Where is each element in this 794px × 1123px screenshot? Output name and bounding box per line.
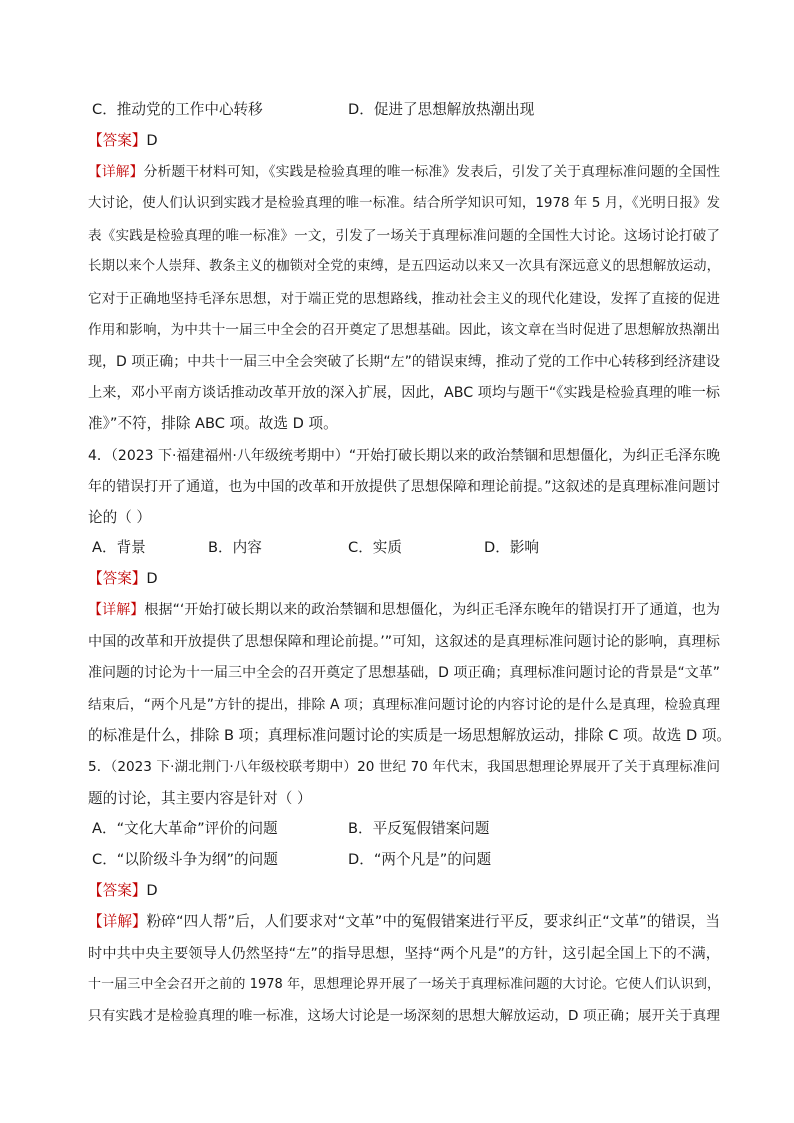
q5-answer bbox=[88, 881, 158, 901]
answer-value: D bbox=[146, 570, 158, 587]
q3-detail-line: 准》”不符，排除 ABC 项。故选 D 项。 bbox=[88, 415, 338, 432]
q5-stem-line: 5．（2023 下·湖北荆门·八年级校联考期中）20 世纪 70 年代末，我国思想理论界展开了关于真理标准问 bbox=[88, 759, 720, 775]
answer-label: 【答案】 bbox=[88, 570, 147, 587]
q3-detail-line: 长期以来个人崇拜、教条主义的枷锁对全党的束缚，是五四运动以来又一次具有深远意义的思想解放运动， bbox=[88, 259, 720, 274]
q3-answer bbox=[88, 131, 158, 151]
answer-value: D bbox=[146, 132, 158, 149]
q4-stem-line: 4．（2023 下·福建福州·八年级统考期中）“开始打破长期以来的政治禁锢和思想僵化，为纠正毛泽东晚 bbox=[88, 448, 721, 464]
q4-option-c: C．实质 bbox=[348, 539, 402, 556]
detail-label: 【详解】 bbox=[88, 602, 145, 618]
answer-value: D bbox=[146, 882, 158, 899]
q3-option-d: D．促进了思想解放热潮出现 bbox=[348, 101, 535, 118]
q3-detail-line: 它对于正确地坚持毛泽东思想，对于端正党的思想路线，推动社会主义的现代化建设，发挥了直接的促进 bbox=[88, 291, 720, 307]
q5-stem-line: 题的讨论，其主要内容是针对（ ） bbox=[88, 790, 312, 807]
q5-detail-line: 时中共中央主要领导人仍然坚持“左”的指导思想，坚持“两个凡是”的方针，这引起全国上下的不满， bbox=[88, 946, 720, 962]
q5-detail-line: 十一届三中全会召开之前的 1978 年，思想理论界开展了一场关于真理标准问题的大讨论。它使人们认识到， bbox=[88, 977, 720, 992]
q5-option-c: C．“以阶级斗争为纲”的问题 bbox=[92, 851, 278, 868]
q4-option-a: A．背景 bbox=[92, 539, 146, 556]
q5-option-b: B．平反冤假错案问题 bbox=[348, 820, 490, 837]
q4-detail-line: 的标准是什么，排除 B 项；真理标准问题讨论的实质是一场思想解放运动，排除 C 项。故选 D 项。 bbox=[88, 727, 732, 744]
answer-label: 【答案】 bbox=[88, 882, 147, 899]
q5-detail-line: 【详解】粉碎“四人帮”后，人们要求对“文革”中的冤假错案进行平反，要求纠正“文革”的错误，当 bbox=[88, 913, 720, 930]
q5-option-d: D．“两个凡是”的问题 bbox=[348, 851, 492, 868]
q4-answer bbox=[88, 569, 158, 589]
q5-detail-line: 只有实践才是检验真理的唯一标准，这场大讨论是一场深刻的思想大解放运动，D 项正确；展开关于真理 bbox=[88, 1008, 720, 1024]
q4-stem-line: 论的（ ） bbox=[88, 509, 152, 526]
q5-option-a: A．“文化大革命”评价的问题 bbox=[92, 820, 278, 837]
q3-detail-line: 作用和影响，为中共十一届三中全会的召开奠定了思想基础。因此，该文章在当时促进了思想解放热潮出 bbox=[88, 322, 720, 338]
detail-label: 【详解】 bbox=[88, 164, 144, 180]
answer-label: 【答案】 bbox=[88, 132, 147, 149]
q3-detail-line: 大讨论，使人们认识到实践才是检验真理的唯一标准。结合所学知识可知，1978 年 5 月，《光明日报》发 bbox=[88, 196, 720, 211]
q4-stem-line: 年的错误打开了通道，也为中国的改革和开放提供了思想保障和理论前提。”这叙述的是真理标准问题讨 bbox=[88, 479, 720, 495]
q4-option-d: D．影响 bbox=[484, 539, 540, 556]
q4-detail-line: 结束后，“两个凡是”方针的提出，排除 A 项；真理标准问题讨论的内容讨论的是什么是真理，检验真理 bbox=[88, 697, 720, 713]
q3-detail-line: 【详解】分析题干材料可知，《实践是检验真理的唯一标准》发表后，引发了关于真理标准问题的全国性 bbox=[88, 164, 721, 180]
q3-detail-line: 现，D 项正确；中共十一届三中全会突破了长期“左”的错误束缚，推动了党的工作中心转移到经济建设 bbox=[88, 354, 720, 370]
q4-detail-line: 【详解】根据“‘开始打破长期以来的政治禁锢和思想僵化，为纠正毛泽东晚年的错误打开了通道，也为 bbox=[88, 602, 720, 618]
q4-option-b: B．内容 bbox=[208, 539, 262, 556]
q3-detail-line: 表《实践是检验真理的唯一标准》一文，引发了一场关于真理标准问题的全国性大讨论。这场讨论打破了 bbox=[88, 228, 720, 244]
detail-label: 【详解】 bbox=[88, 913, 147, 930]
q4-detail-line: 准问题的讨论为十一届三中全会的召开奠定了思想基础，D 项正确；真理标准问题讨论的背景是“文革” bbox=[88, 665, 720, 681]
q3-option-c: C．推动党的工作中心转移 bbox=[92, 101, 263, 118]
q3-detail-line: 上来，邓小平南方谈话推动改革开放的深入扩展，因此，ABC 项均与题干“《实践是检验真理的唯一标 bbox=[88, 385, 720, 401]
q4-detail-line: 中国的改革和开放提供了思想保障和理论前提。’”可知，这叙述的是真理标准问题讨论的影响，真理标 bbox=[88, 634, 720, 650]
